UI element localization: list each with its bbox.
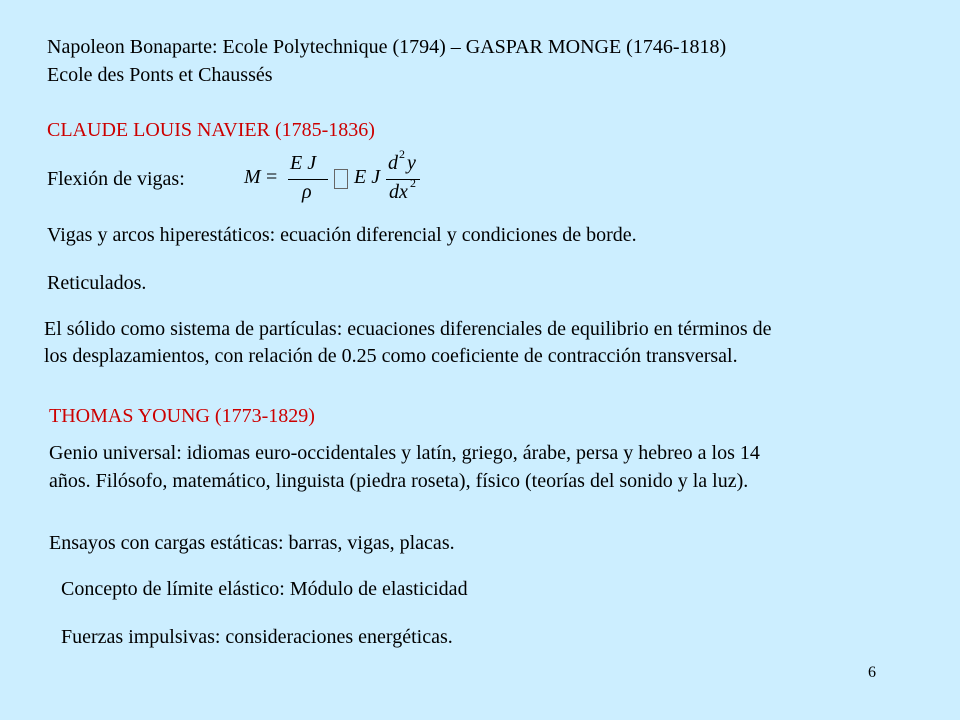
fuerzas-line: Fuerzas impulsivas: consideraciones energéticas. (61, 626, 453, 648)
young-heading: THOMAS YOUNG (1773-1829) (49, 405, 315, 427)
formula-den2-dx: dx (389, 181, 408, 203)
bending-formula (244, 147, 424, 208)
napoleon-line: Napoleon Bonaparte: Ecole Polytechnique (1794) – GASPAR MONGE (1746-1818) (47, 36, 727, 58)
solido-line-1: El sólido como sistema de partículas: ecuaciones diferenciales de equilibrio en términos de (44, 318, 772, 340)
vigas-arcos-line: Vigas y arcos hiperestáticos: ecuación diferencial y condiciones de borde. (47, 224, 637, 246)
formula-num2-exp: 2 (399, 147, 405, 161)
fraction-bar-1 (288, 179, 328, 180)
formula-den1: ρ (302, 181, 312, 203)
formula-num2-d: d (388, 152, 398, 174)
formula-equals: = (266, 166, 278, 188)
formula-den2-exp: 2 (410, 176, 416, 190)
formula-lhs: M (244, 166, 261, 188)
page-number: 6 (868, 664, 876, 681)
formula-coef: E J (354, 166, 381, 188)
genio-line-1: Genio universal: idiomas euro-occidentales y latín, griego, árabe, persa y hebreo a los 14 (49, 442, 760, 464)
limite-line: Concepto de límite elástico: Módulo de elasticidad (61, 578, 468, 600)
flexion-label: Flexión de vigas: (47, 168, 185, 190)
reticulados-line: Reticulados. (47, 272, 147, 294)
solido-line-2: los desplazamientos, con relación de 0.25 como coeficiente de contracción transversal. (44, 345, 738, 367)
genio-line-2: años. Filósofo, matemático, linguista (piedra roseta), físico (teorías del sonido y la luz). (49, 470, 749, 492)
formula-missing-glyph (334, 169, 348, 189)
ensayos-line: Ensayos con cargas estáticas: barras, vigas, placas. (49, 532, 455, 554)
navier-heading: CLAUDE LOUIS NAVIER (1785-1836) (47, 119, 375, 141)
formula-num1: E J (290, 152, 317, 174)
ponts-line: Ecole des Ponts et Chaussés (47, 64, 273, 86)
formula-num2-y: y (407, 152, 416, 174)
